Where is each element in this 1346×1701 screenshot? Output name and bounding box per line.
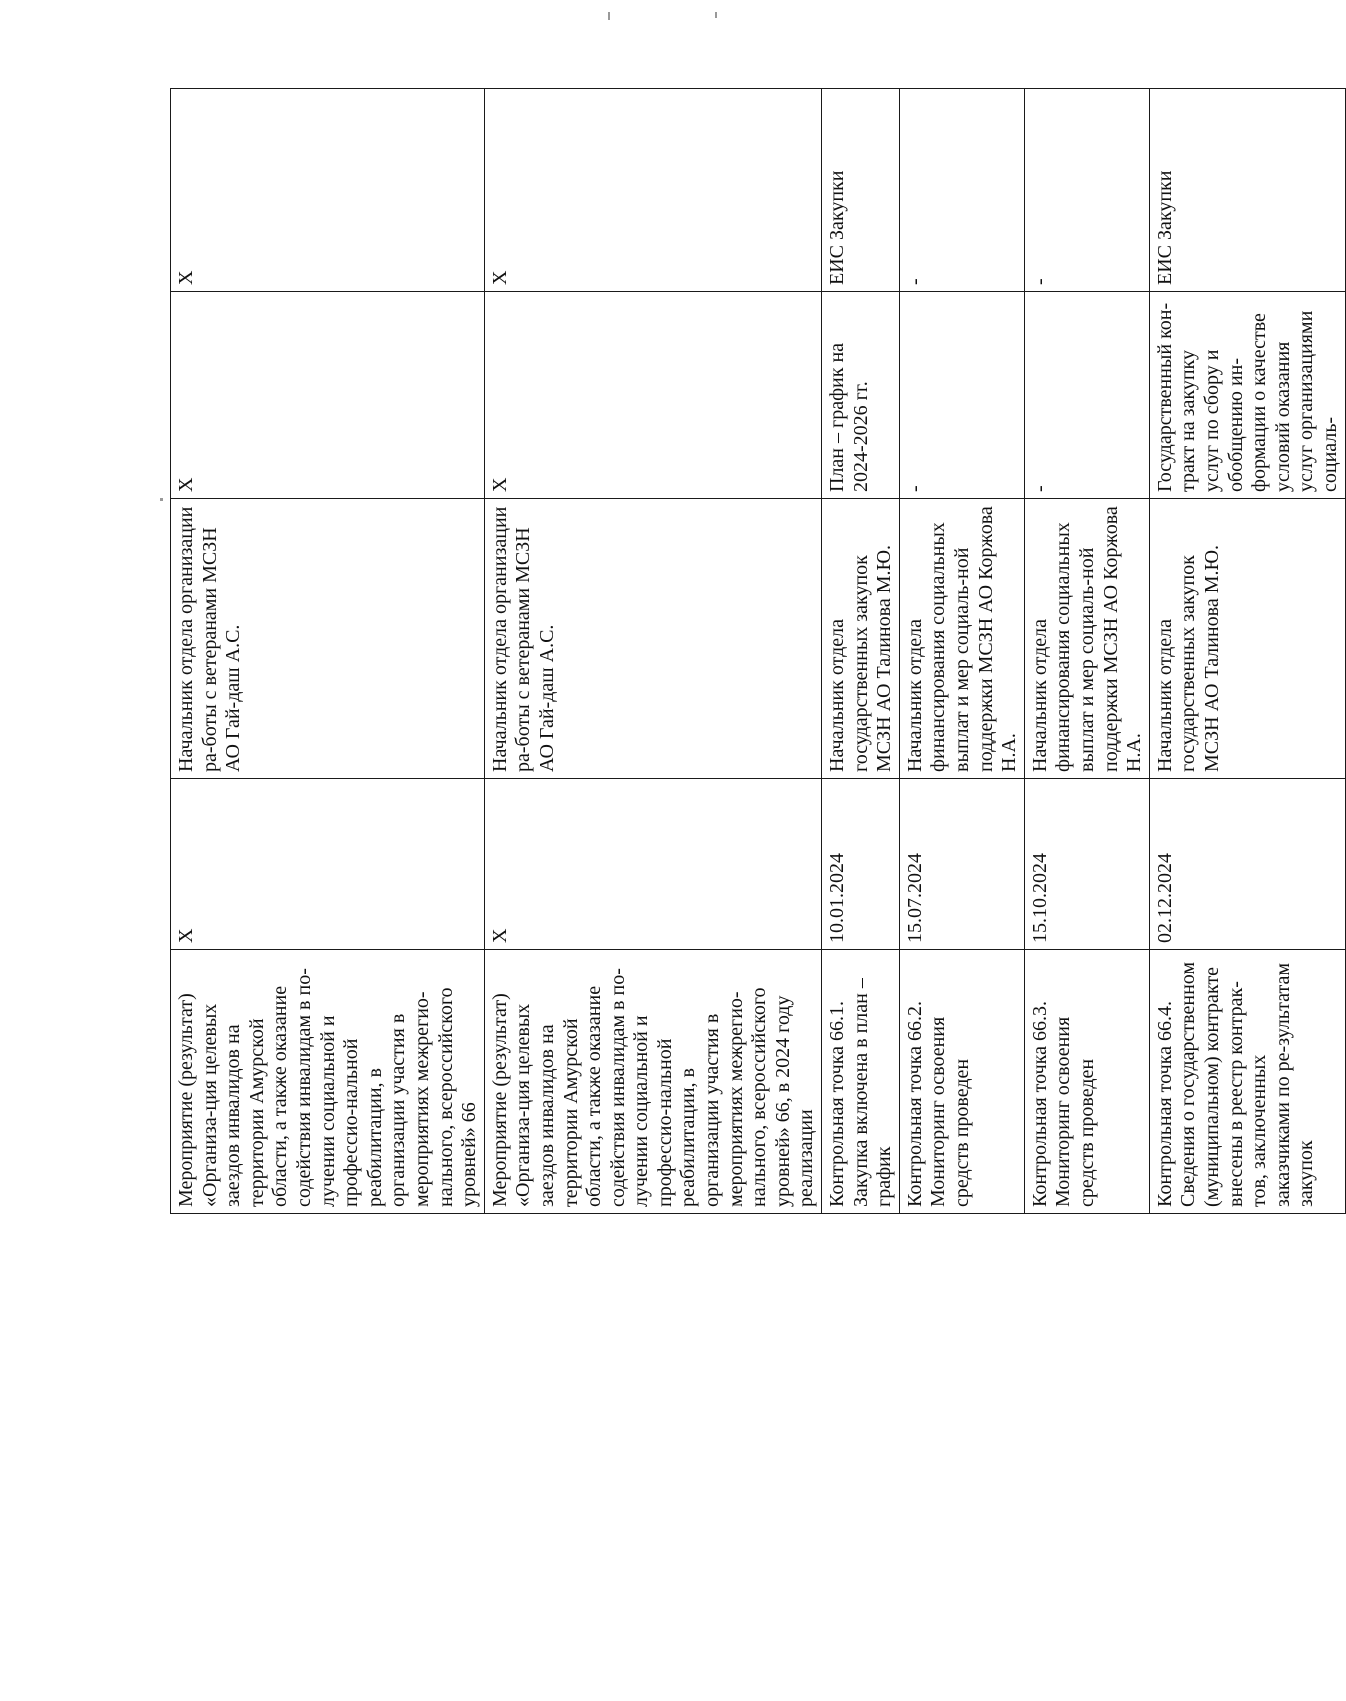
cell-date: 15.07.2024 — [899, 779, 1024, 950]
cell-information-system: X — [171, 89, 485, 292]
cell-document: - — [899, 292, 1024, 499]
rotated-table-container — [170, 89, 1341, 1214]
scan-mark — [715, 12, 717, 18]
cell-activity-name: Мероприятие (результат) «Организа-ция целевых заездов инвалидов на территории Амурской области, а также оказание содействия инвалидам в по-лучении социальной и профессио-нальной реабилитации, в организации участия в мероприятиях межрегио-нального, всероссийского уровней» 66 — [171, 950, 485, 1214]
cell-responsible: Начальник отдела государственных закупок МСЗН АО Талинова М.Ю. — [1149, 499, 1345, 779]
cell-information-system: ЕИС Закупки — [1149, 89, 1345, 292]
cell-date: X — [484, 779, 821, 950]
scan-mark — [160, 498, 163, 501]
cell-information-system: - — [899, 89, 1024, 292]
scan-mark — [608, 12, 610, 20]
table-row — [899, 89, 1024, 1214]
cell-responsible: Начальник отдела организации ра-боты с ветеранами МСЗН АО Гай-даш А.С. — [171, 499, 485, 779]
cell-date: 02.12.2024 — [1149, 779, 1345, 950]
cell-activity-name: Контрольная точка 66.4. Сведения о государственном (муниципальном) контракте внесены в реестр контрак-тов, заключенных заказчиками по ре-зультатам закупок — [1149, 950, 1345, 1214]
cell-activity-name: Контрольная точка 66.2. Мониторинг освоения средств проведен — [899, 950, 1024, 1214]
cell-document: План – график на 2024-2026 гг. — [822, 292, 900, 499]
cell-document: - — [1024, 292, 1149, 499]
cell-date: X — [171, 779, 485, 950]
table-row — [484, 89, 821, 1214]
table-row — [822, 89, 900, 1214]
cell-activity-name: Мероприятие (результат) «Организа-ция целевых заездов инвалидов на территории Амурской области, а также оказание содействия инвалидам в по-лучении социальной и профессио-нальной реабилитации, в организации участия в мероприятиях межрегио-нального, всероссийского уровней» 66, в 2024 году реализации — [484, 950, 821, 1214]
cell-information-system: - — [1024, 89, 1149, 292]
cell-activity-name: Контрольная точка 66.1. Закупка включена в план – график — [822, 950, 900, 1214]
cell-activity-name: Контрольная точка 66.3. Мониторинг освоения средств проведен — [1024, 950, 1149, 1214]
cell-document: X — [484, 292, 821, 499]
cell-date: 15.10.2024 — [1024, 779, 1149, 950]
table-row — [1149, 89, 1345, 1214]
cell-document: X — [171, 292, 485, 499]
table-row — [1024, 89, 1149, 1214]
cell-responsible: Начальник отдела финансирования социальных выплат и мер социаль-ной поддержки МСЗН АО Коржова Н.А. — [899, 499, 1024, 779]
cell-document: Государственный кон-тракт на закупку услуг по сбору и обобщению ин-формации о качестве условий оказания услуг организациями социаль- — [1149, 292, 1345, 499]
cell-date: 10.01.2024 — [822, 779, 900, 950]
table-row — [171, 89, 485, 1214]
cell-information-system: X — [484, 89, 821, 292]
cell-responsible: Начальник отдела государственных закупок МСЗН АО Талинова М.Ю. — [822, 499, 900, 779]
cell-responsible: Начальник отдела финансирования социальных выплат и мер социаль-ной поддержки МСЗН АО Коржова Н.А. — [1024, 499, 1149, 779]
cell-responsible: Начальник отдела организации ра-боты с ветеранами МСЗН АО Гай-даш А.С. — [484, 499, 821, 779]
cell-information-system: ЕИС Закупки — [822, 89, 900, 292]
activity-table — [170, 88, 1346, 1214]
